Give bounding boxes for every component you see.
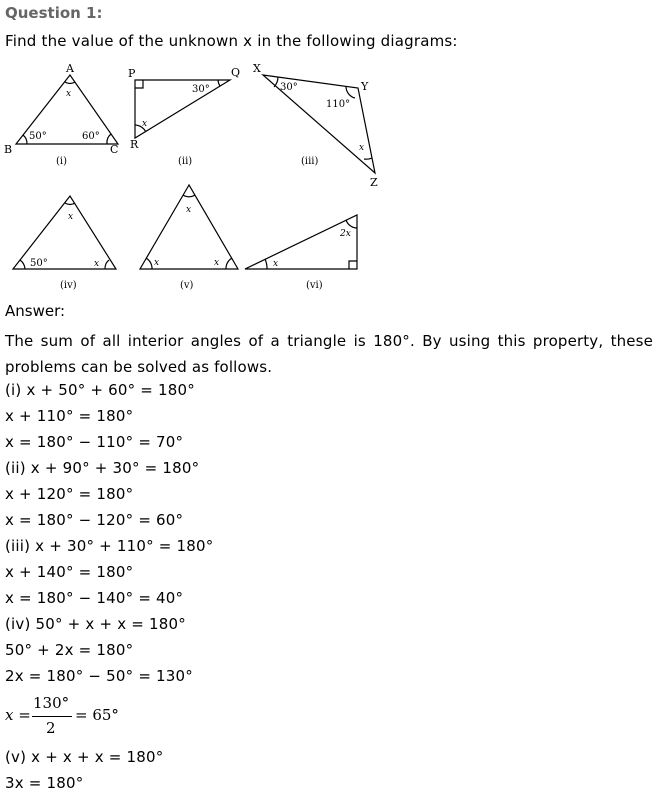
- tri-ii-caption: (ii): [178, 156, 193, 167]
- solution-line: 2x = 180° − 50° = 130°: [5, 667, 193, 685]
- triangle-v-arc-left: [146, 258, 152, 269]
- tri-iv-angle-right: x: [94, 259, 100, 269]
- triangle-ii-arc-q: [218, 80, 220, 86]
- fraction-numerator: 130°: [33, 694, 70, 712]
- triangle-iv: [13, 196, 116, 269]
- triangle-vi-arc-left: [265, 259, 267, 269]
- tri-iii-angle-x: 30°: [280, 82, 298, 93]
- triangle-iii-arc-z: [364, 158, 372, 159]
- triangle-iv-arc-top: [65, 203, 75, 205]
- tri-i-vertex-c: C: [110, 143, 119, 156]
- solution-line: x + 140° = 180°: [5, 563, 134, 581]
- fraction-rhs: = 65°: [75, 706, 119, 724]
- triangle-vi: [245, 215, 357, 269]
- solution-line: (i) x + 50° + 60° = 180°: [5, 381, 195, 399]
- triangle-iv-arc-right: [105, 260, 109, 269]
- triangle-vi-arc-top: [346, 220, 357, 228]
- triangle-iv-arc-left: [20, 260, 25, 269]
- triangle-vi-right-angle: [349, 261, 357, 269]
- solution-line: x = 180° − 110° = 70°: [5, 433, 184, 451]
- tri-i-vertex-b: B: [4, 143, 13, 156]
- tri-ii-angle-q: 30°: [192, 84, 210, 95]
- tri-v-angle-left: x: [154, 258, 160, 268]
- tri-ii-angle-r: x: [142, 119, 148, 129]
- triangle-ii-right-angle: [135, 80, 143, 88]
- tri-i-angle-c: 60°: [82, 131, 100, 142]
- tri-i-vertex-a: A: [66, 62, 74, 75]
- question-instruction: Find the value of the unknown x in the following diagrams:: [5, 32, 458, 50]
- solution-line: (iii) x + 30° + 110° = 180°: [5, 537, 214, 555]
- tri-ii-vertex-q: Q: [231, 66, 241, 79]
- triangle-i-arc-b: [23, 135, 27, 144]
- tri-vi-angle-left: x: [273, 259, 279, 269]
- tri-vi-angle-top: 2x: [340, 229, 351, 239]
- answer-label: Answer:: [5, 302, 66, 320]
- solution-line: 50° + 2x = 180°: [5, 641, 134, 659]
- triangle-v-arc-top: [183, 195, 195, 197]
- tri-iii-angle-y: 110°: [326, 99, 351, 110]
- tri-i-caption: (i): [56, 156, 68, 167]
- answer-intro: The sum of all interior angles of a triangle is 180°. By using this property, these problems can be solved as follows.: [5, 332, 653, 376]
- tri-iii-vertex-z: Z: [370, 176, 378, 189]
- solution-line: (ii) x + 90° + 30° = 180°: [5, 459, 200, 477]
- tri-iii-caption: (iii): [301, 156, 319, 167]
- solution-line: x + 110° = 180°: [5, 407, 134, 425]
- triangle-iii-arc-x: [274, 77, 278, 87]
- tri-v-caption: (v): [180, 280, 194, 291]
- tri-iii-vertex-x: X: [253, 62, 261, 75]
- fraction-bar: [32, 716, 72, 717]
- question-heading: Question 1:: [5, 4, 103, 22]
- tri-v-angle-right: x: [214, 258, 220, 268]
- tri-iv-angle-left: 50°: [30, 258, 48, 269]
- solution-line: x = 180° − 120° = 60°: [5, 511, 184, 529]
- tri-ii-vertex-p: P: [128, 67, 136, 80]
- fraction-equation: [5, 694, 125, 740]
- triangle-v: [140, 185, 238, 269]
- tri-iv-angle-top: x: [68, 212, 74, 222]
- solution-line: (v) x + x + x = 180°: [5, 748, 164, 766]
- tri-ii-vertex-r: R: [130, 138, 139, 151]
- tri-vi-caption: (vi): [306, 280, 323, 291]
- fraction-denominator: 2: [46, 719, 56, 737]
- solution-line: x + 120° = 180°: [5, 485, 134, 503]
- tri-i-angle-b: 50°: [29, 131, 47, 142]
- tri-v-angle-top: x: [186, 205, 192, 215]
- tri-i-angle-a: x: [66, 89, 72, 99]
- tri-iii-angle-z: x: [359, 143, 365, 153]
- tri-iii-vertex-y: Y: [361, 80, 369, 93]
- triangle-i-arc-a: [65, 82, 75, 84]
- triangle-diagrams-figure: [0, 58, 400, 298]
- fraction-lhs: x =: [5, 706, 31, 724]
- solution-line: 3x = 180°: [5, 774, 84, 792]
- triangle-ii: [135, 80, 230, 138]
- solution-line: x = 180° − 140° = 40°: [5, 589, 184, 607]
- triangle-v-arc-right: [226, 258, 232, 269]
- solution-line: (iv) 50° + x + x = 180°: [5, 615, 186, 633]
- tri-iv-caption: (iv): [60, 280, 77, 291]
